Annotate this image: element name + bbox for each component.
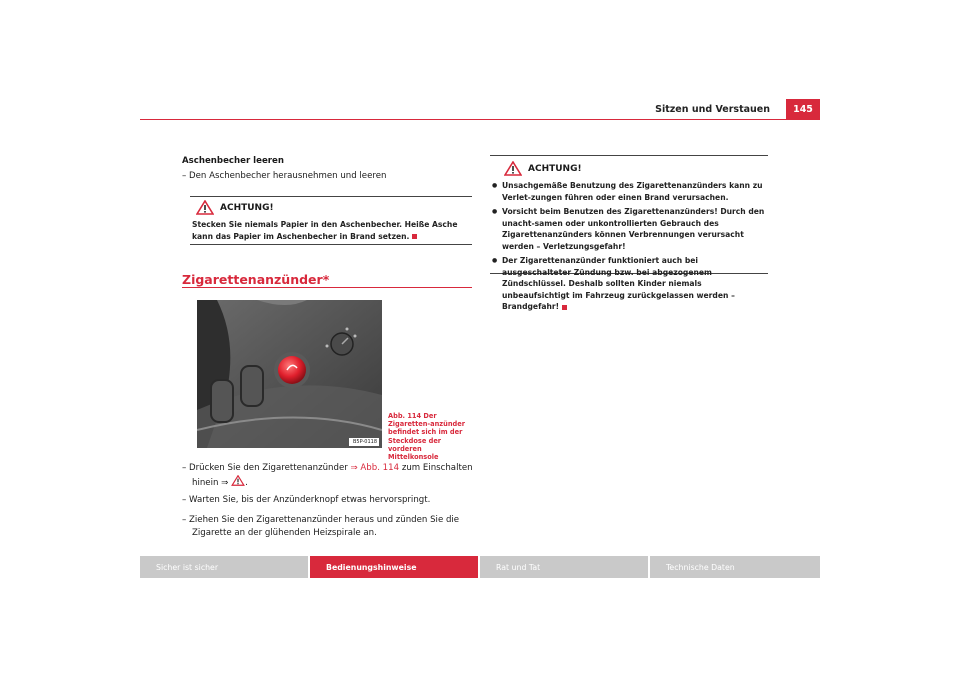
figure-reference-link[interactable]: ⇒ Abb. 114 — [350, 463, 400, 473]
step1-text-c: . — [245, 478, 248, 488]
warning-bullet: ● Unsachgemäße Benutzung des Zigarettenanzünders kann zu Verlet-zungen führen oder einen Brand verursachen. — [492, 180, 766, 203]
warning-box-ashtray — [190, 196, 472, 245]
warning-bullet: ● Vorsicht beim Benutzen des Zigarettenanzünders! Durch den unacht-samen oder unkontrollierten Gebrauch des Zigarettenanzünders können Verbrennungen verursacht werden – Verletzungsgefahr! — [492, 206, 766, 252]
footer-tab-technical[interactable]: Technische Daten — [650, 556, 820, 578]
ashtray-step: – Den Aschenbecher herausnehmen und leeren — [182, 171, 387, 181]
lighter-photo — [197, 300, 382, 448]
lighter-step-3: – Ziehen Sie den Zigarettenanzünder heraus und zünden Sie die Zigarette an der glühenden Heizspirale an. — [182, 515, 460, 538]
header-rule — [140, 119, 820, 120]
figure-caption: Abb. 114 Der Zigaretten-anzünder befindet sich im der Steckdose der vorderen Mittelkonsole — [388, 412, 465, 462]
photo-code: B5P-0118 — [352, 439, 378, 445]
warning-box-lighter — [490, 155, 768, 311]
end-mark-icon — [412, 234, 417, 239]
warning-label: ACHTUNG! — [528, 163, 582, 174]
ashtray-section-title: Aschenbecher leeren — [182, 156, 284, 166]
warning-triangle-icon — [231, 475, 245, 486]
footer-tab-safety[interactable]: Sicher ist sicher — [140, 556, 308, 578]
warning-triangle-icon — [504, 161, 522, 176]
warning-text: Stecken Sie niemals Papier in den Aschenbecher. Heiße Asche kann das Papier im Aschenbecher in Brand setzen. — [192, 220, 458, 241]
footer-tab-operating[interactable]: Bedienungshinweise — [310, 556, 478, 578]
footer-tab-advice[interactable]: Rat und Tat — [480, 556, 648, 578]
heading-rule — [182, 287, 472, 288]
warning-bullet-text: Der Zigarettenanzünder funktioniert auch bei ausgeschalteter Zündung bzw. bei abgezogenem Zündschlüssel. Deshalb sollten Kinder niemals unbeaufsichtigt im Fahrzeug zurückgelassen werden – Brandgefahr! — [502, 256, 735, 311]
page-number: 145 — [786, 99, 820, 119]
warning-bullet — [492, 255, 766, 313]
warning-triangle-icon — [196, 200, 214, 215]
section-heading-lighter: Zigarettenanzünder* — [182, 272, 330, 287]
warning-label: ACHTUNG! — [220, 202, 274, 213]
running-header-title: Sitzen und Verstauen — [655, 104, 770, 115]
step1-text-a: – Drücken Sie den Zigarettenanzünder — [182, 463, 351, 473]
step1-text-b: zum Einschalten hinein ⇒ — [192, 463, 473, 488]
lighter-step-2: – Warten Sie, bis der Anzünderknopf etwas hervorspringt. — [182, 495, 431, 505]
lighter-step-1 — [182, 462, 482, 490]
end-mark-icon — [562, 305, 567, 310]
